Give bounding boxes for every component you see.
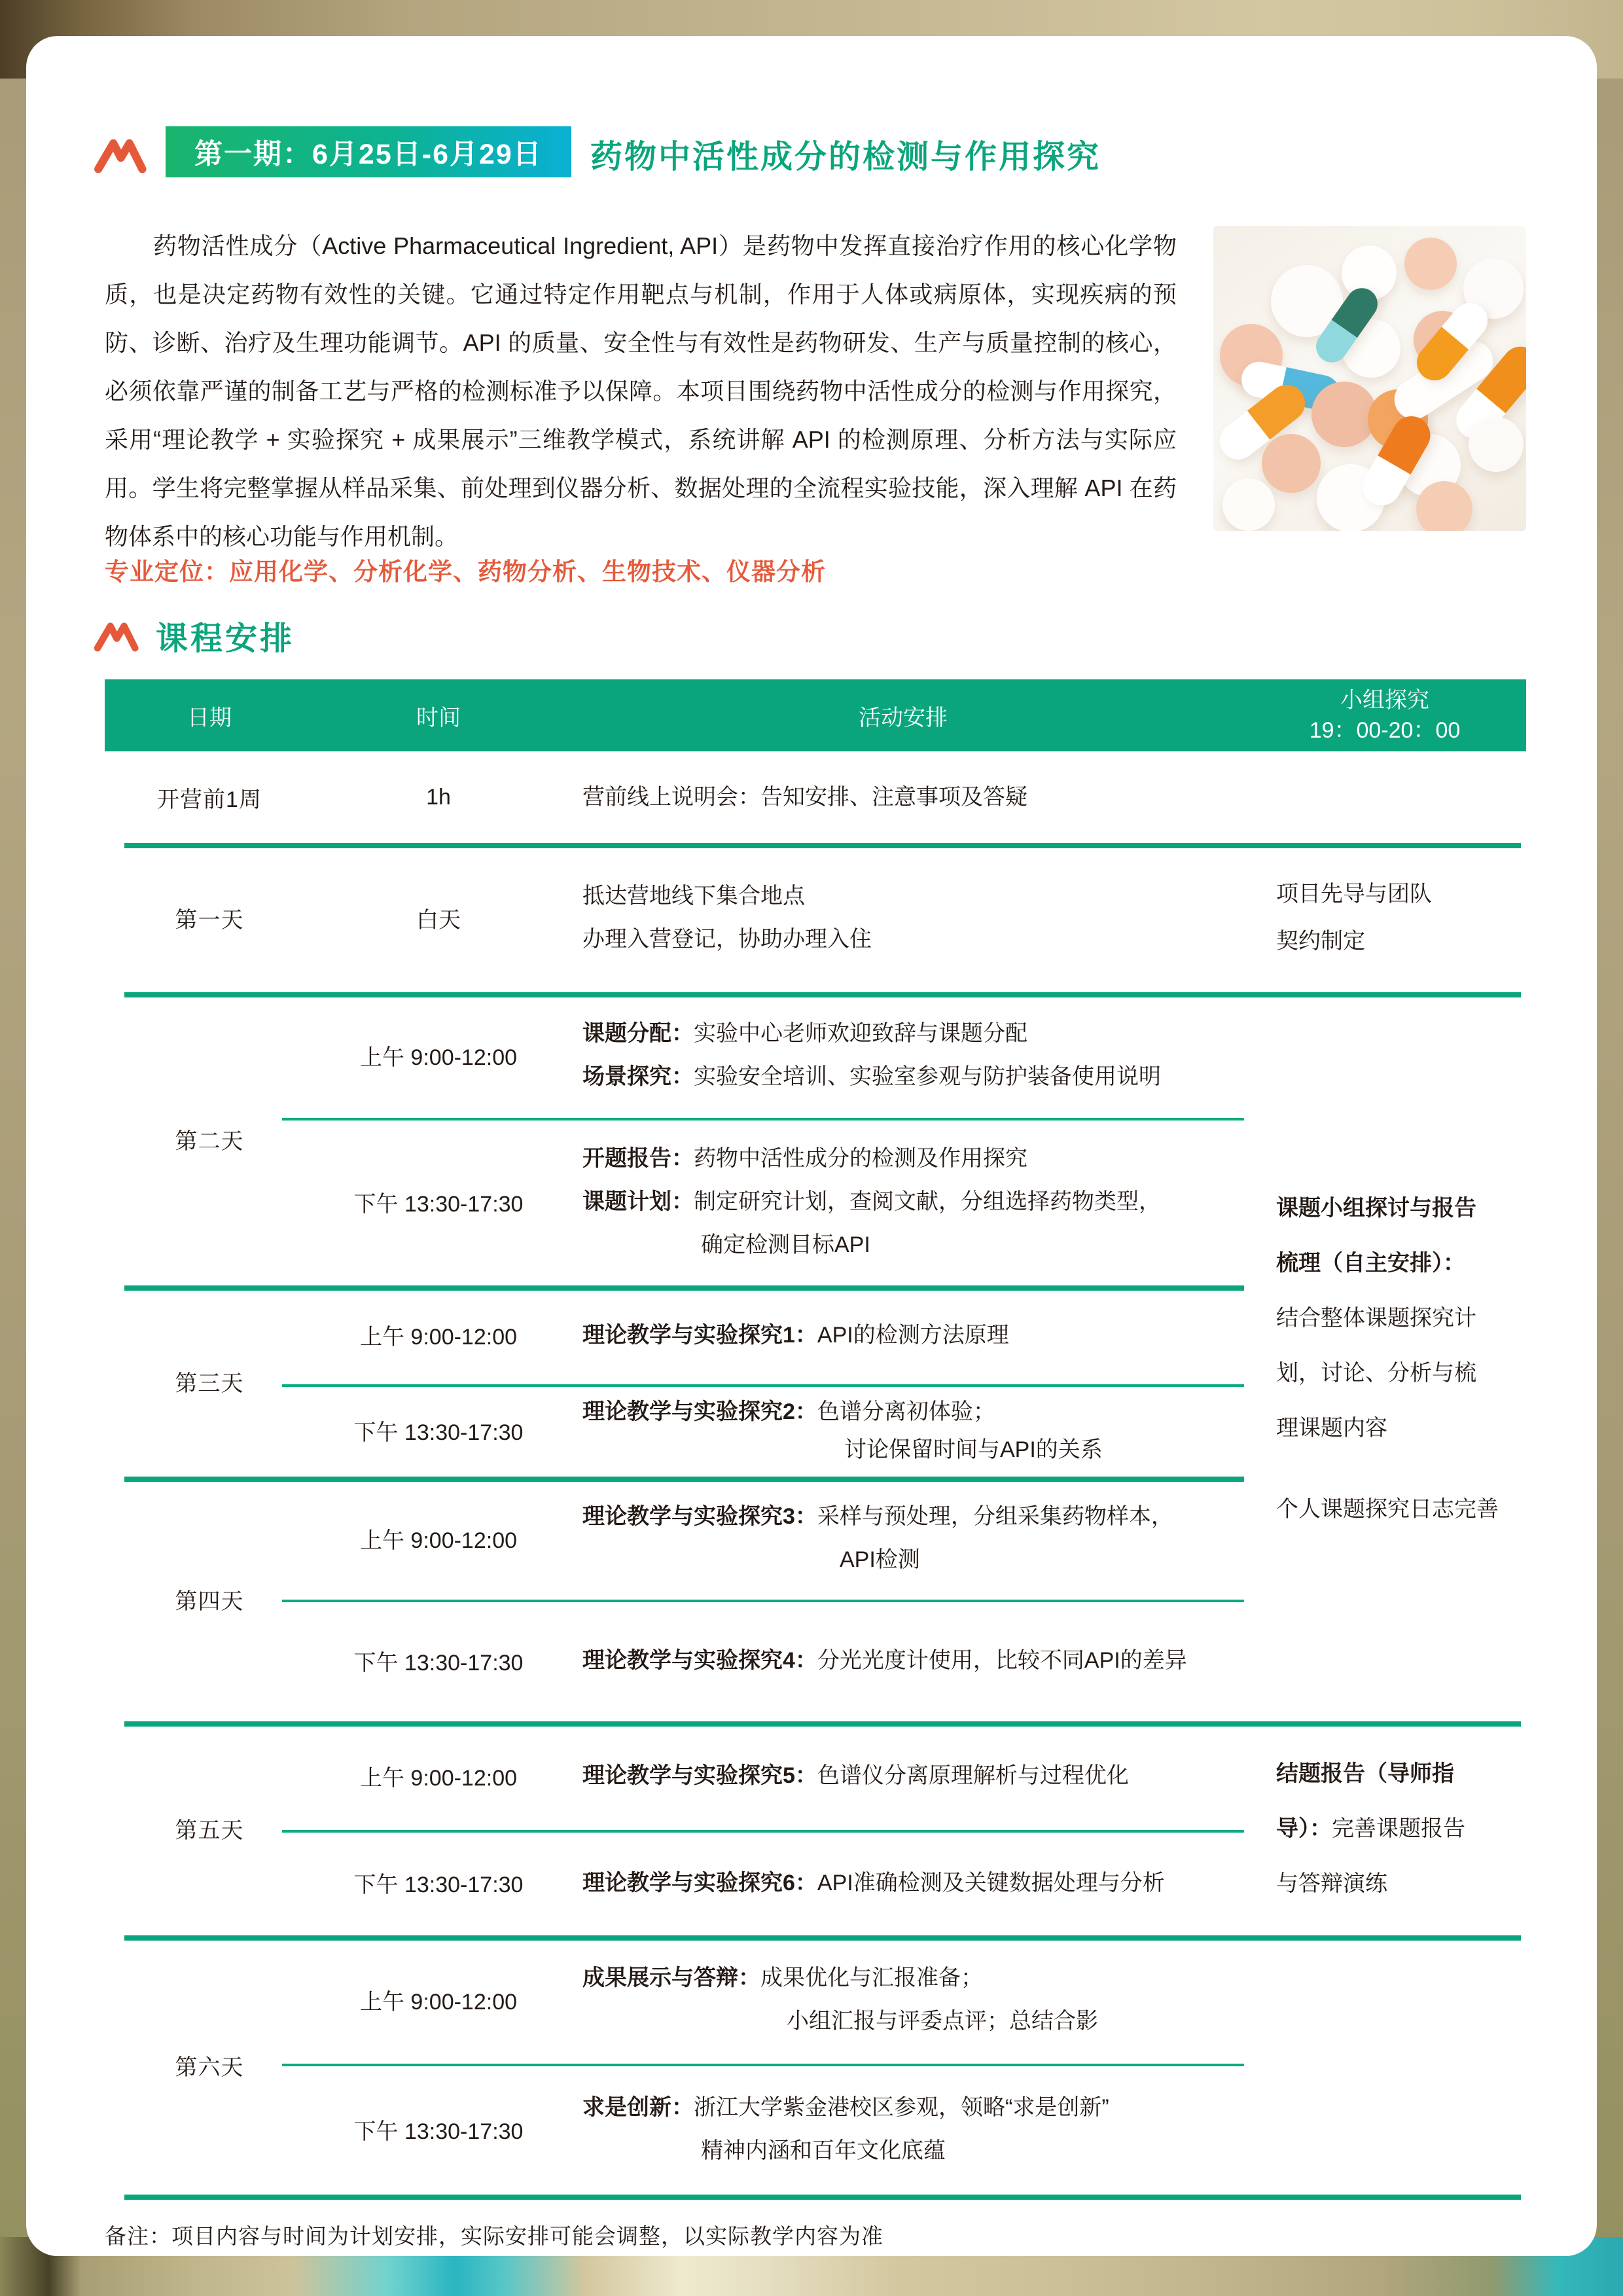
- activity-text: 实验中心老师欢迎致辞与课题分配: [694, 1021, 1027, 1046]
- column-header-date: 日期: [187, 705, 232, 730]
- group-study-text: [1276, 1746, 1474, 1911]
- activity-cell: [582, 1384, 1244, 1477]
- schedule-table: [105, 679, 1526, 2200]
- activity-cell: [582, 1721, 1244, 1830]
- footer-note: 备注：项目内容与时间为计划安排，实际安排可能会调整，以实际教学内容为准: [105, 2224, 883, 2248]
- activity-line: [582, 1754, 1244, 1797]
- page-card: [26, 36, 1597, 2256]
- activity-cell: [582, 1830, 1244, 1935]
- intro-text: 药物活性成分（Active Pharmaceutical Ingredient, API）是药物中发挥直接治疗作用的核心化学物质，也是决定药物有效性的关键。它通过特定作用靶点与机制，作用于人体或病原体，实现疾病的预防、诊断、治疗及生理功能调节。API 的质量、安全性与有效性是药物研发、生产与质量控制的核心，必须依靠严谨的制备工艺与严格的检测标准予以保障。本项目围绕药物中活性成分的检测与作用探究，采用“理论教学 + 实验探究 + 成果展示”三维教学模式，系统讲解 API 的检测原理、分析方法与实际应用。学生将完整掌握从样品采集、前处理到仪器分析、数据处理的全流程实验技能，深入理解 API 在药物体系中的核心功能与作用机制。: [105, 232, 1177, 550]
- page-title: 药物中活性成分的检测与作用探究: [590, 139, 1101, 175]
- activity-continuation: 确定检测目标API: [701, 1232, 870, 1257]
- positioning-text: 应用化学、分析化学、药物分析、生物技术、仪器分析: [229, 558, 826, 585]
- pill: [1222, 478, 1275, 531]
- activity-line: [582, 1137, 1244, 1180]
- time-cell: 白天: [416, 907, 461, 933]
- activity-text: 浙江大学紫金港校区参观，领略“求是创新”: [694, 2095, 1109, 2120]
- activity-line: 抵达营地线下集合地点: [582, 884, 805, 908]
- column-header-time: 时间: [416, 705, 461, 730]
- activity-cell: [582, 843, 1244, 992]
- activity-line: [582, 1180, 1244, 1223]
- table-body: [105, 751, 1526, 2200]
- activity-continuation: 小组汇报与评委点评；总结合影: [787, 2009, 1098, 2034]
- activity-text: API的检测方法原理: [817, 1322, 1009, 1348]
- activity-line: [582, 1055, 1244, 1098]
- activity-label: 理论教学与实验探究4：: [582, 1648, 817, 1673]
- session-badge: 第一期：6月25日-6月29日: [166, 126, 571, 177]
- activity-continuation: 讨论保留时间与API的关系: [844, 1437, 1103, 1462]
- activity-line: [582, 1956, 1244, 2000]
- pill: [1262, 434, 1321, 493]
- activity-cell: [582, 1600, 1244, 1721]
- activity-line: 办理入营登记，协助办理入住: [582, 927, 872, 952]
- activity-text: 色谱仪分离原理解析与过程优化: [817, 1763, 1129, 1788]
- activity-label: 理论教学与实验探究5：: [582, 1763, 817, 1788]
- time-cell: 下午 13:30-17:30: [353, 2119, 524, 2144]
- activity-cell: [582, 1285, 1244, 1384]
- group-study-cell: [1276, 1721, 1505, 1935]
- time-cell: 上午 9:00-12:00: [359, 1325, 518, 1350]
- time-cell: 下午 13:30-17:30: [353, 1191, 524, 1217]
- activity-cell: [582, 992, 1244, 1118]
- time-cell: 上午 9:00-12:00: [359, 1989, 518, 2015]
- activity-label: 理论教学与实验探究2：: [582, 1399, 817, 1424]
- activity-text: 采样与预处理，分组采集药物样本，: [817, 1504, 1173, 1529]
- pills-photo: [1213, 226, 1526, 531]
- group-study-detail: 结合整体课题探究计划，讨论、分析与梳理课题内容: [1276, 1306, 1476, 1441]
- group-study-text: [1276, 1181, 1482, 1456]
- pill: [1469, 417, 1524, 472]
- pill: [1311, 382, 1377, 447]
- date-cell: 第五天: [175, 1818, 244, 1843]
- time-cell: 下午 13:30-17:30: [353, 1873, 524, 1897]
- activity-continuation: 精神内涵和百年文化底蕴: [701, 2138, 946, 2163]
- group-study-label: 课题小组探讨与报告梳理（自主安排）：: [1276, 1196, 1476, 1276]
- activity-line: [582, 1495, 1244, 1538]
- group-header-line2: 19：00-20：00: [1309, 718, 1461, 743]
- activity-text: API准确检测及关键数据处理与分析: [817, 1870, 1165, 1895]
- activity-text: 药物中活性成分的检测及作用探究: [694, 1146, 1027, 1171]
- group-study-line: 项目先导与团队: [1276, 882, 1432, 906]
- activity-label: 求是创新：: [582, 2095, 694, 2120]
- group-study-cell: [1276, 992, 1505, 1721]
- date-cell: 第六天: [175, 2054, 244, 2080]
- intro-paragraph: [105, 222, 1526, 561]
- activity-text: 制定研究计划，查阅文献，分组选择药物类型，: [694, 1189, 1161, 1214]
- group-study-extra: 个人课题探究日志完善: [1276, 1497, 1499, 1522]
- time-cell: 上午 9:00-12:00: [359, 1528, 518, 1553]
- activity-cell: [582, 751, 1244, 843]
- activity-line: [582, 1639, 1244, 1682]
- activity-line: [582, 1314, 1244, 1357]
- activity-label: 开题报告：: [582, 1146, 694, 1171]
- positioning-line: [105, 552, 826, 587]
- column-header-group: [1243, 679, 1526, 751]
- positioning-label: 专业定位：: [105, 558, 229, 585]
- activity-cell: [582, 2064, 1244, 2195]
- date-cell: 第三天: [175, 1371, 244, 1396]
- time-cell: 上午 9:00-12:00: [359, 1045, 518, 1070]
- column-header-activity: 活动安排: [859, 705, 948, 730]
- activity-cell: [582, 1118, 1244, 1285]
- divider-line: [124, 2195, 1521, 2200]
- group-study-line: 契约制定: [1276, 929, 1365, 954]
- activity-label: 成果展示与答辩：: [582, 1965, 760, 1990]
- activity-label: 理论教学与实验探究6：: [582, 1870, 817, 1895]
- activity-line: [582, 1012, 1244, 1055]
- group-study-label: 结题报告（导师指导）：: [1276, 1761, 1454, 1841]
- date-cell: 开营前1周: [157, 787, 262, 812]
- table-header-row: [105, 679, 1526, 751]
- activity-line: [582, 1393, 1244, 1431]
- activity-text: 分光光度计使用，比较不同API的差异: [817, 1648, 1187, 1673]
- activity-line: 营前线上说明会：告知安排、注意事项及答疑: [582, 785, 1027, 810]
- activity-continuation: API检测: [840, 1547, 920, 1572]
- date-cell: 第一天: [175, 907, 244, 933]
- activity-text: 实验安全培训、实验室参观与防护装备使用说明: [694, 1064, 1161, 1089]
- time-cell: 1h: [426, 784, 451, 810]
- brand-logo-icon: [93, 617, 139, 655]
- activity-line: [582, 1861, 1244, 1905]
- activity-label: 理论教学与实验探究3：: [582, 1504, 817, 1529]
- pill: [1404, 238, 1457, 290]
- time-cell: 上午 9:00-12:00: [359, 1765, 518, 1791]
- activity-label: 课题计划：: [582, 1189, 694, 1214]
- activity-cell: [582, 1935, 1244, 2064]
- time-cell: 下午 13:30-17:30: [353, 1420, 524, 1445]
- group-study-detail: 完善课题报告与答辩演练: [1276, 1816, 1465, 1896]
- activity-label: 场景探究：: [582, 1064, 694, 1089]
- activity-text: 色谱分离初体验；: [817, 1399, 995, 1424]
- activity-cell: [582, 1477, 1244, 1600]
- date-cell: 第四天: [175, 1588, 244, 1614]
- section-header: [93, 613, 294, 659]
- time-cell: 下午 13:30-17:30: [353, 1650, 524, 1676]
- group-study-cell: [1276, 843, 1505, 992]
- activity-line: [582, 2086, 1244, 2129]
- pill: [1416, 481, 1472, 531]
- section-title: 课程安排: [156, 621, 295, 656]
- date-cell: 第二天: [175, 1128, 244, 1154]
- activity-label: 课题分配：: [582, 1021, 694, 1046]
- activity-text: 成果优化与汇报准备；: [760, 1965, 983, 1990]
- activity-label: 理论教学与实验探究1：: [582, 1322, 817, 1348]
- group-header-line1: 小组探究: [1340, 688, 1429, 713]
- brand-logo-icon: [93, 133, 147, 177]
